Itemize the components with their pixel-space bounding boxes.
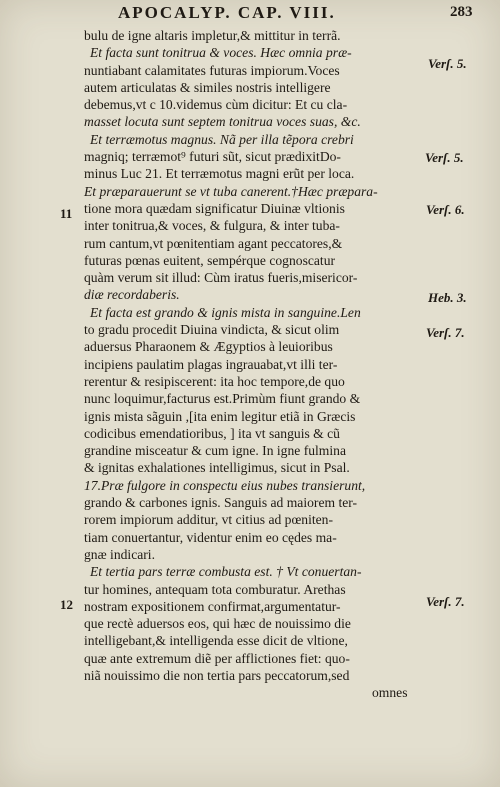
text-line: ignis mista sãguin ,[ita enim legitur etiã in Græcis [84,408,356,424]
text-line: incipiens paulatim plagas ingrauabat,vt illi ter- [84,356,338,372]
verse-number: 11 [60,206,73,221]
text-line: nostram expositionem confirmat,argumentatur- [84,598,341,614]
text-line: tur homines, antequam tota comburatur. Arethas [84,581,346,597]
text-line: & ignitas exhalationes intelligimus, sicut in Psal. [84,460,350,476]
text-line: rorem impiorum additur, vt citius ad pœniten- [84,512,334,528]
verse-number: 12 [60,597,73,612]
margin-verse-5: Verſ. 5. [425,150,464,165]
text-line: intelligebant,& intelligenda esse dicit de vltione, [84,633,348,649]
text-line: nuntiabant calamitates futuras impiorum.Voces [84,62,340,78]
text-line: inter tonitrua,& voces, & fulgura, & inter tuba- [84,218,340,234]
text-line: codicibus emendatioribus, ] ita vt sanguis & cũ [84,425,340,441]
running-title: APOCALYP. CAP. VIII. [118,3,336,22]
text-line: magniq; terræmot⁹ futuri sũt, sicut prædixitDo- [84,149,341,165]
text-line: Et facta sunt tonitrua & voces. Hæc omnia præ- [90,45,352,61]
text-line: rum cantum,vt pœnitentiam agant peccatores,& [84,235,343,251]
text-line: rerentur & resipiscerent: ita hoc tempore,de quo [84,373,345,389]
text-line: diæ recordaberis. [84,287,180,303]
text-line: minus Luc 21. Et terræmotus magni erũt per loca. [84,166,355,182]
body-text [84,27,426,702]
text-line: Et præparauerunt se vt tuba canerent.†Hæc præpara- [84,183,378,199]
text-line: omnes [372,685,408,701]
text-line: que rectè aduersos eos, qui hæc de nouissimo die [84,616,351,632]
text-line: debemus,vt c 10.videmus cùm dicitur: Et cu cla- [84,97,348,113]
margin-verse-5: Verſ. 5. [428,56,467,71]
text-line: bulu de igne altaris impletur,& mittitur in terrã. [84,28,341,43]
text-line: tiam conuertantur, videntur enim eo cędes ma- [84,529,337,545]
margin-hebrews-ref: Heb. 3. [428,290,467,305]
text-line: aduersus Pharaonem & Ægyptios à leuioribus [84,339,333,355]
text-line: nunc loquimur,facturus est.Primùm fiunt grando & [84,391,361,407]
margin-verse-6: Verſ. 6. [426,202,465,217]
text-line: to gradu procedit Diuina vindicta, & sicut olim [84,322,340,338]
text-line: quæ ante extremum diẽ per afflictiones fiet: quo- [84,650,350,666]
page-header [0,0,500,26]
text-line: gnæ indicari. [84,546,155,562]
text-line: Et tertia pars terræ combusta est. † Vt conuertan- [90,564,362,580]
text-line: autem articulatas & similes nostris intelligere [84,79,331,95]
text-line: grando & carbones ignis. Sanguis ad maiorem ter- [84,495,358,511]
text-line: niã nouissimo die non tertia pars peccatorum,sed [84,667,350,683]
text-line: futuras pœnas euitent, sempérque cognoscatur [84,252,336,268]
text-line: 17.Præ fulgore in conspectu eius nubes transierunt, [84,477,366,493]
text-line: Et terræmotus magnus. Nã per illa tẽpora crebri [90,131,354,147]
margin-verse-7: Verſ. 7. [426,594,465,609]
text-line: masset locuta sunt septem tonitrua voces suas, &c. [84,114,361,130]
page-number: 283 [450,4,473,20]
text-line: tione mora quædam significatur Diuinæ vltionis [84,200,345,216]
text-line: Et facta est grando & ignis mista in sanguine.Len [90,304,361,320]
margin-verse-7: Verſ. 7. [426,325,465,340]
text-line: grandine misceatur & cum igne. In igne fulmina [84,443,346,459]
text-line: quàm verum sit illud: Cùm iratus fueris,misericor- [84,270,358,286]
